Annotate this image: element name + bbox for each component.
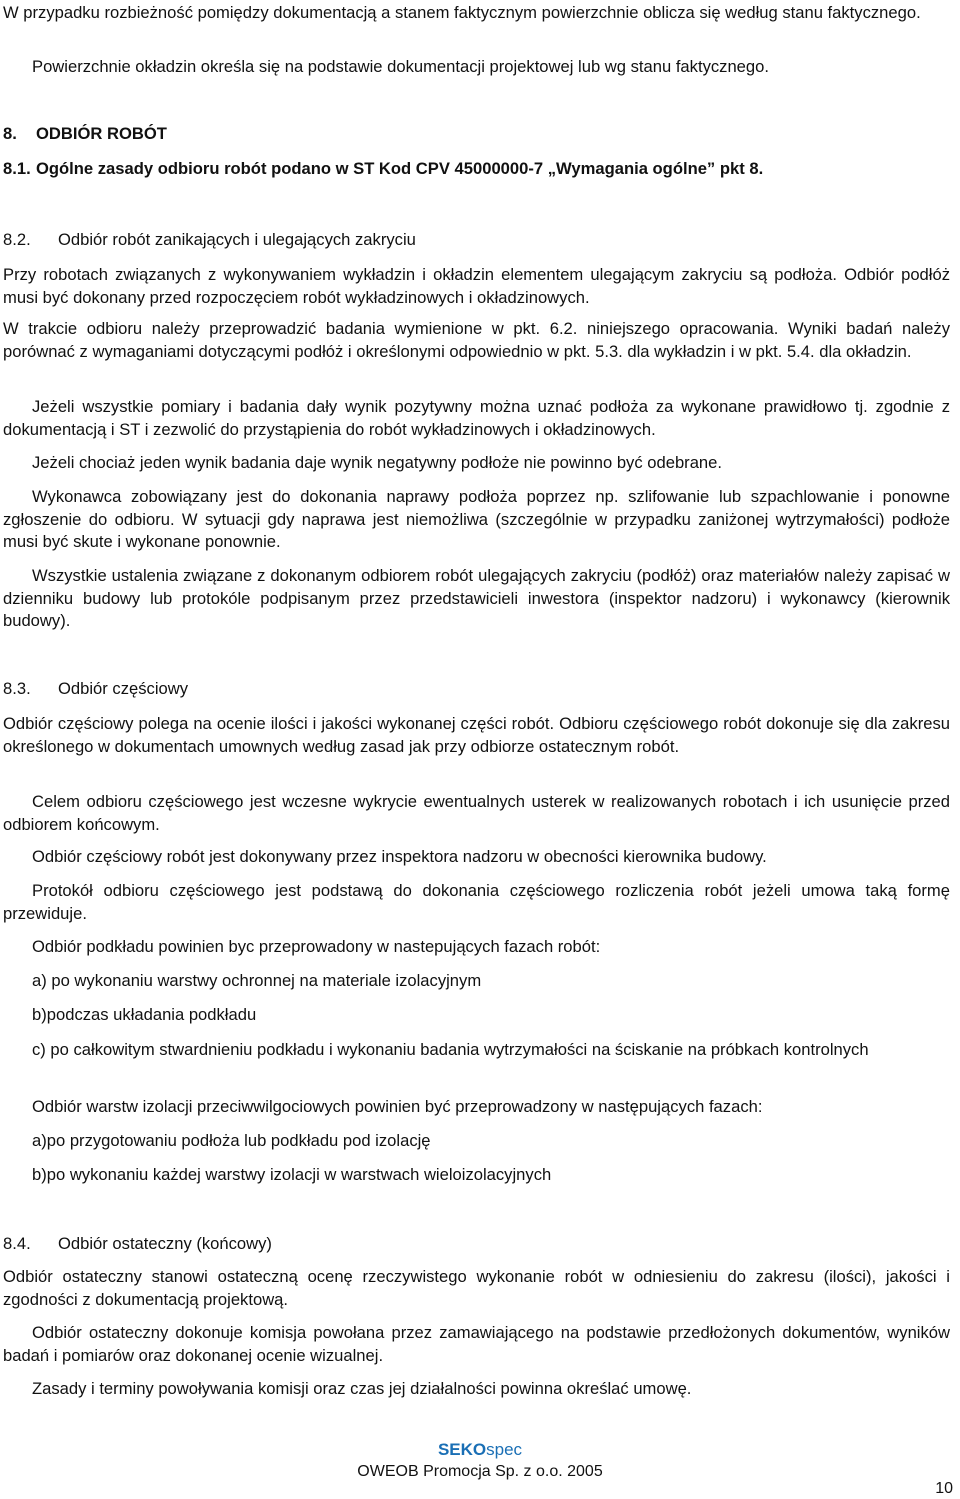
page-number: 10 bbox=[935, 1480, 953, 1497]
paragraph: Odbiór ostateczny stanowi ostateczną ocenę rzeczywistego wykonanie robót w odniesieniu do zakresu (ilości), jakości i zgodności z dokumentacją projektową. bbox=[3, 1267, 950, 1309]
list-item: c) po całkowitym stwardnieniu podkładu i wykonaniu badania wytrzymałości na ściskanie na próbkach kontrolnych bbox=[32, 1040, 869, 1059]
sekospec-logo bbox=[0, 1440, 960, 1460]
paragraph: Przy robotach związanych z wykonywaniem wykładzin i okładzin elementem ulegającym zakryciu są podłoża. Odbiór podłóż musi być dokonany przed rozpoczęciem robót wykładzinowych i okładzinowych. bbox=[3, 265, 950, 307]
list-item: a) po wykonaniu warstwy ochronnej na materiale izolacyjnym bbox=[32, 971, 482, 990]
section-heading-8-2 bbox=[3, 229, 416, 252]
logo-text-light: spec bbox=[486, 1440, 523, 1459]
paragraph: Powierzchnie okładzin określa się na podstawie dokumentacji projektowej lub wg stanu faktycznego. bbox=[32, 57, 769, 76]
list-item: a)po przygotowaniu podłoża lub podkładu pod izolację bbox=[32, 1131, 431, 1150]
paragraph: Zasady i terminy powoływania komisji oraz czas jej działalności powinna określać umowę. bbox=[32, 1379, 692, 1398]
section-title: Ogólne zasady odbioru robót podano w ST Kod CPV 45000000-7 „Wymagania ogólne” pkt 8. bbox=[36, 159, 764, 178]
section-title: ODBIÓR ROBÓT bbox=[36, 124, 167, 143]
section-number: 8.2. bbox=[3, 230, 31, 249]
section-heading-8-4 bbox=[3, 1233, 272, 1256]
section-heading-8-3 bbox=[3, 678, 188, 701]
paragraph: Odbiór ostateczny dokonuje komisja powołana przez zamawiającego na podstawie przedłożonych dokumentów, wyników badań i pomiarów oraz dokonanej ocenie wizualnej. bbox=[3, 1323, 950, 1365]
paragraph: Jeżeli chociaż jeden wynik badania daje wynik negatywny podłoże nie powinno być odebrane. bbox=[32, 453, 723, 472]
footer-company: OWEOB Promocja Sp. z o.o. 2005 bbox=[357, 1463, 603, 1480]
section-title: Odbiór ostateczny (końcowy) bbox=[58, 1234, 272, 1253]
paragraph: Wszystkie ustalenia związane z dokonanym odbiorem robót ulegających zakryciu (podłóż) oraz materiałów należy zapisać w dzienniku budowy lub protokóle podpisanym przez przedstawicieli inwestora (inspektor nadzoru) i wykonawcy (kierownik budowy). bbox=[3, 566, 950, 631]
section-title: Odbiór częściowy bbox=[58, 679, 189, 698]
list-item: b)po wykonaniu każdej warstwy izolacji w warstwach wieloizolacyjnych bbox=[32, 1165, 552, 1184]
paragraph: Wykonawca zobowiązany jest do dokonania naprawy podłoża poprzez np. szlifowanie lub szpachlowanie i ponowne zgłoszenie do odbioru. W sytuacji gdy naprawa jest niemożliwa (szczególnie w przypadku zaniżonej wytrzymałości) podłoże musi być skute i wykonane ponownie. bbox=[3, 487, 950, 552]
paragraph: Protokół odbioru częściowego jest podstawą do dokonania częściowego rozliczenia robót jeżeli umowa taką formę przewiduje. bbox=[3, 881, 950, 923]
section-heading-8 bbox=[3, 123, 167, 146]
paragraph: Odbiór podkładu powinien byc przeprowadony w nastepujących fazach robót: bbox=[32, 937, 601, 956]
paragraph: Jeżeli wszystkie pomiary i badania dały wynik pozytywny można uznać podłoża za wykonane prawidłowo tj. zgodnie z dokumentacją i ST i zezwolić do przystąpienia do robót wykładzinowych i okładzinowych. bbox=[3, 397, 950, 439]
section-number: 8.3. bbox=[3, 679, 31, 698]
paragraph: Odbiór częściowy robót jest dokonywany przez inspektora nadzoru w obecności kierownika budowy. bbox=[32, 847, 767, 866]
paragraph: Odbiór częściowy polega na ocenie ilości i jakości wykonanej części robót. Odbioru częściowego robót dokonuje się dla zakresu określonego w dokumentach umownych według zasad jak przy odbiorze ostatecznym robót. bbox=[3, 714, 950, 756]
section-number: 8.4. bbox=[3, 1234, 31, 1253]
section-number: 8. bbox=[3, 124, 17, 143]
paragraph: Celem odbioru częściowego jest wczesne wykrycie ewentualnych usterek w realizowanych robotach i ich usunięcie przed odbiorem końcowym. bbox=[3, 792, 950, 834]
section-heading-8-1 bbox=[3, 158, 763, 181]
paragraph: W przypadku rozbieżność pomiędzy dokumentacją a stanem faktycznym powierzchnie oblicza się według stanu faktycznego. bbox=[3, 3, 921, 22]
paragraph: Odbiór warstw izolacji przeciwwilgociowych powinien być przeprowadzony w następujących fazach: bbox=[32, 1097, 763, 1116]
section-number: 8.1. bbox=[3, 159, 31, 178]
logo-text-bold: SEKO bbox=[437, 1440, 487, 1459]
paragraph: W trakcie odbioru należy przeprowadzić badania wymienione w pkt. 6.2. niniejszego opracowania. Wyniki badań należy porównać z wymaganiami dotyczącymi podłóż i określonymi odpowiednio w pkt. 5.3. dla wykładzin i w pkt. 5.4. dla okładzin. bbox=[3, 319, 950, 361]
section-title: Odbiór robót zanikających i ulegających zakryciu bbox=[58, 230, 416, 249]
list-item: b)podczas układania podkładu bbox=[32, 1005, 257, 1024]
